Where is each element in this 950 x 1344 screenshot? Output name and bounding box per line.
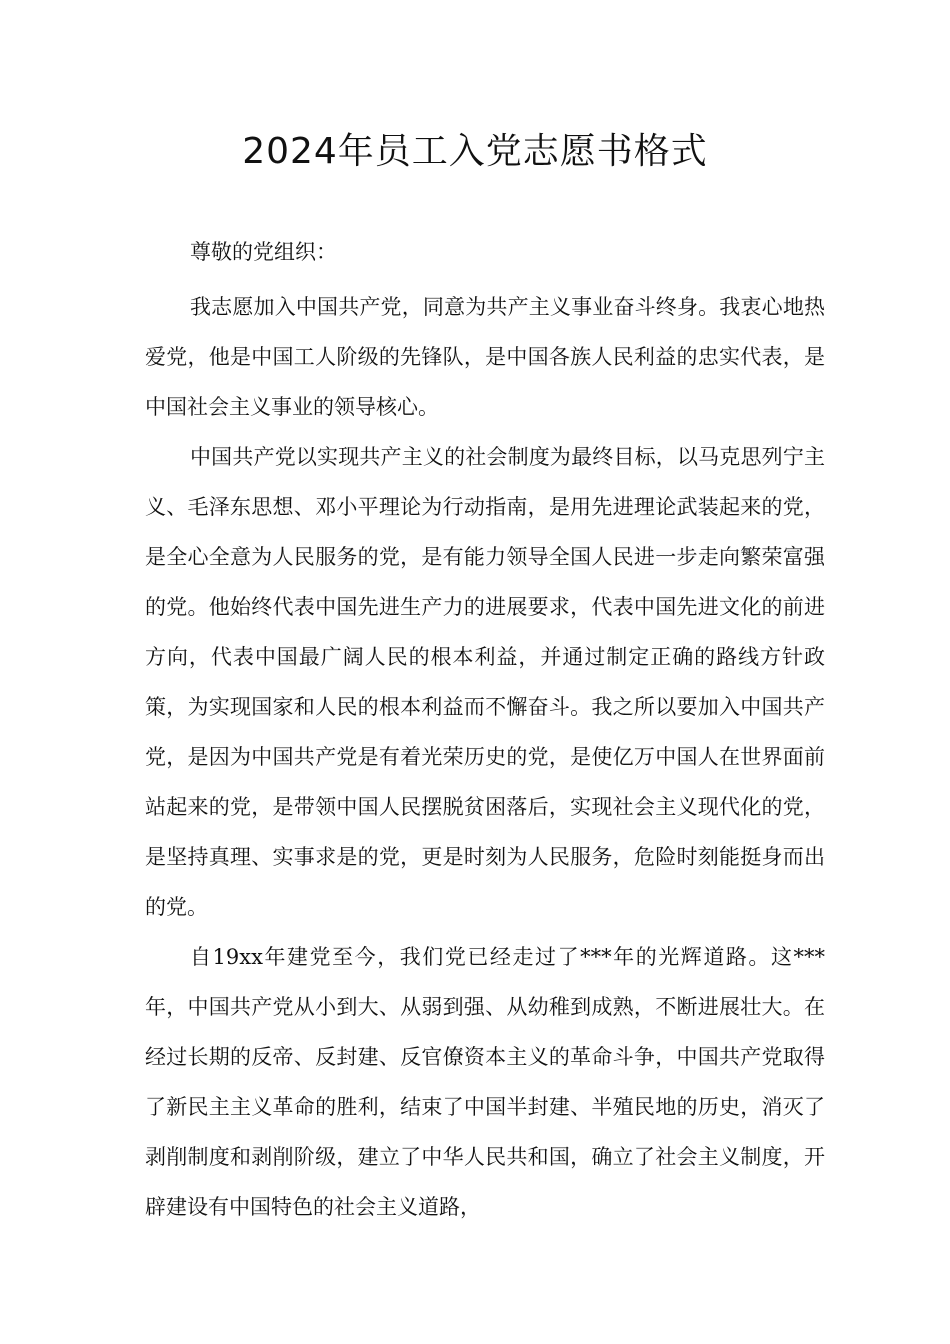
paragraph-2: 中国共产党以实现共产主义的社会制度为最终目标，以马克思列宁主义、毛泽东思想、邓小平理论为行动指南，是用先进理论武装起来的党，是全心全意为人民服务的党，是有能力领导全国人民进一步走向繁荣富强的党。他始终代表中国先进生产力的进展要求，代表中国先进文化的前进方向，代表中国最广阔人民的根本利益，并通过制定正确的路线方针政策，为实现国家和人民的根本利益而不懈奋斗。我之所以要加入中国共产党，是因为中国共产党是有着光荣历史的党，是使亿万中国人在世界面前站起来的党，是带领中国人民摆脱贫困落后，实现社会主义现代化的党，是坚持真理、实事求是的党，更是时刻为人民服务，危险时刻能挺身而出的党。 [145, 445, 825, 919]
salutation: 尊敬的党组织： [190, 240, 337, 264]
paragraph-1: 我志愿加入中国共产党，同意为共产主义事业奋斗终身。我衷心地热爱党，他是中国工人阶级的先锋队，是中国各族人民利益的忠实代表，是中国社会主义事业的领导核心。 [145, 295, 825, 419]
document-body [145, 282, 825, 1232]
paragraph-3: 自19xx年建党至今，我们党已经走过了***年的光辉道路。这***年，中国共产党从小到大、从弱到强、从幼稚到成熟，不断进展壮大。在经过长期的反帝、反封建、反官僚资本主义的革命斗争，中国共产党取得了新民主主义革命的胜利，结束了中国半封建、半殖民地的历史，消灭了剥削制度和剥削阶级，建立了中华人民共和国，确立了社会主义制度，开辟建设有中国特色的社会主义道路， [145, 945, 825, 1219]
document-title: 2024年员工入党志愿书格式 [242, 131, 708, 172]
